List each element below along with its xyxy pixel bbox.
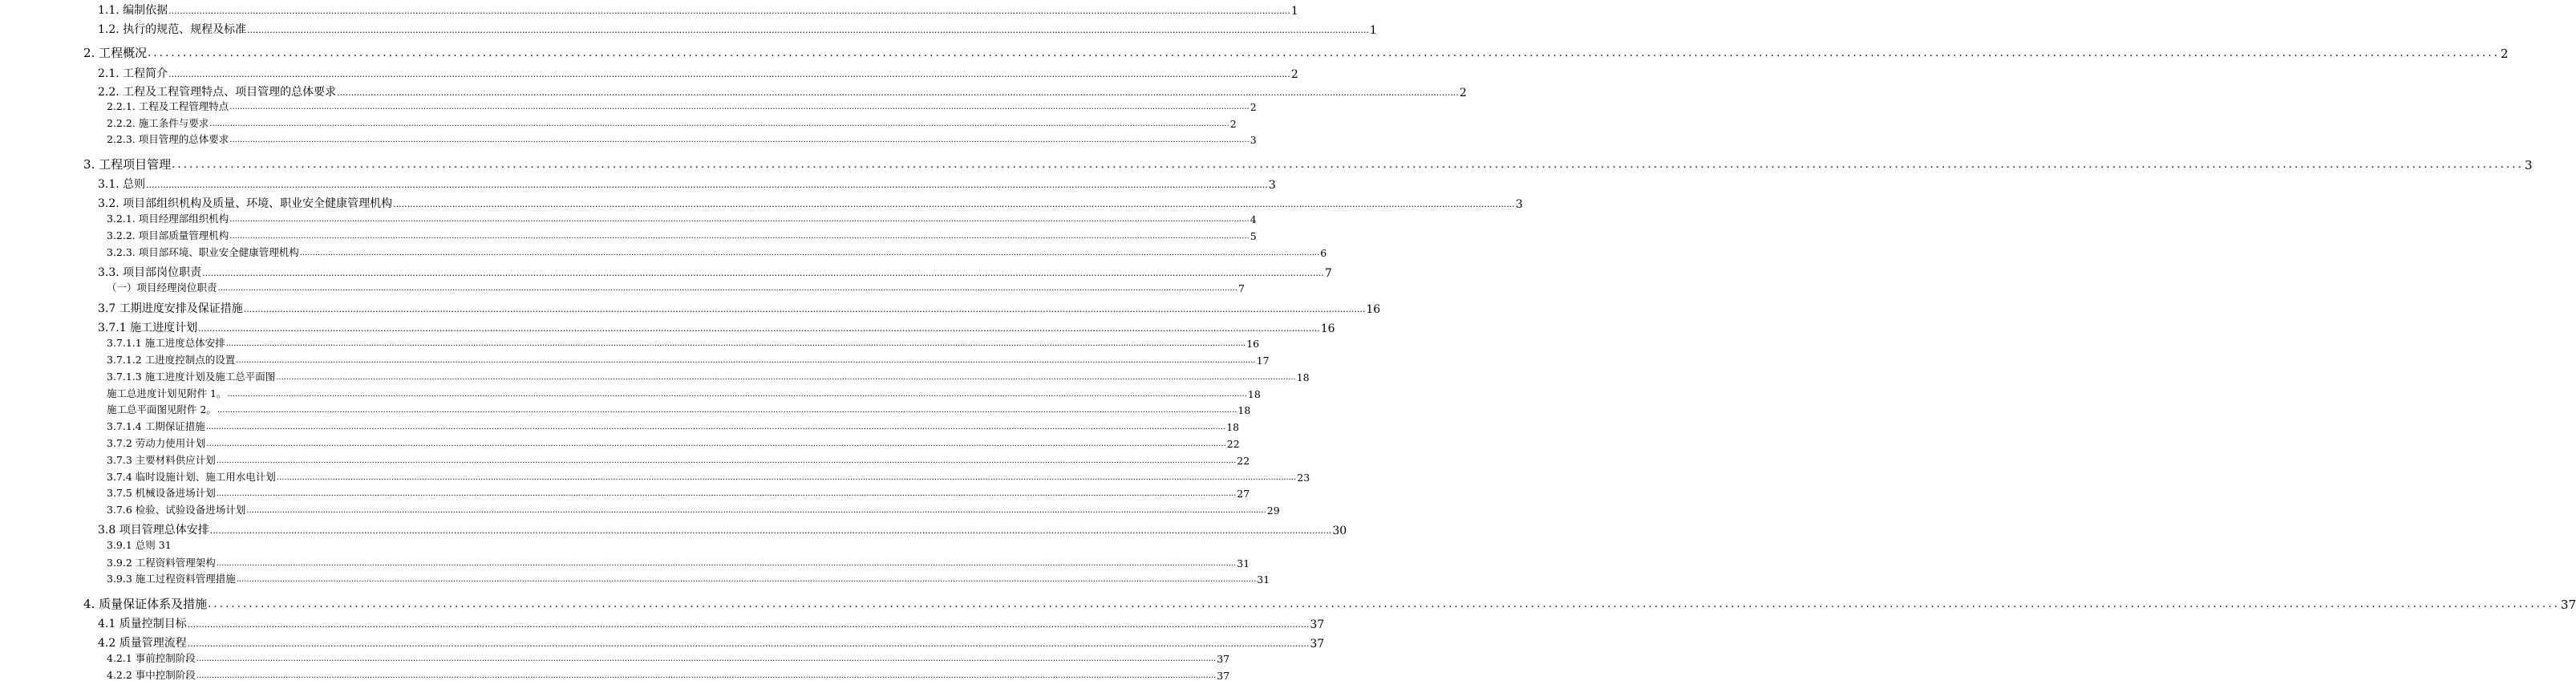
toc-entry-title: 3.7.1.4 工期保证措施 <box>107 420 205 432</box>
toc-entry-page: 17 <box>1256 355 1270 367</box>
toc-dot-leader: ................................................................................................................................................................................................................................................................................................................................................................................................................ <box>196 654 1217 663</box>
toc-entry-title: 3. 工程项目管理 <box>83 157 172 172</box>
toc-dot-leader: ................................................................................................................................................................................................................................................................................................................................................................................................................ <box>229 215 1250 224</box>
toc-entry-title: 3.7.5 机械设备进场计划 <box>107 487 216 499</box>
toc-entry-page: 18 <box>1247 388 1261 400</box>
toc-entry-title: 3.7.2 劳动力使用计划 <box>107 437 206 449</box>
toc-entry-title: 2.2.3. 项目管理的总体要求 <box>107 133 229 145</box>
toc-dot-leader: ................................................................................................................................................................................................................................................................................................................................................................................................................ <box>208 598 2561 610</box>
toc-dot-leader: ................................................................................................................................................................................................................................................................................................................................................................................................................ <box>229 103 1250 111</box>
toc-dot-leader: ................................................................................................................................................................................................................................................................................................................................................................................................................ <box>299 249 1320 257</box>
toc-entry[interactable] <box>107 228 1257 242</box>
toc-entry-title: 3.7.4 临时设施计划、施工用水电计划 <box>107 471 276 483</box>
toc-entry-page: 2 <box>1229 118 1237 130</box>
toc-entry[interactable] <box>107 436 1240 450</box>
toc-entry-page: 37 <box>1217 670 1230 682</box>
toc-dot-leader: ................................................................................................................................................................................................................................................................................................................................................................................................................ <box>227 390 1247 399</box>
toc-entry[interactable] <box>107 211 1257 225</box>
toc-entry-page: 3 <box>1515 198 1523 211</box>
toc-entry-title: 2.2. 工程及工程管理特点、项目管理的总体要求 <box>98 86 337 99</box>
toc-dot-leader: ................................................................................................................................................................................................................................................................................................................................................................................................................ <box>217 284 1237 293</box>
toc-entry[interactable] <box>107 386 1261 400</box>
toc-entry-page: 1 <box>1369 24 1377 37</box>
toc-entry-page: 16 <box>1246 338 1260 350</box>
toc-entry-title: 4.2.2 事中控制阶段 <box>107 669 196 681</box>
toc-entry-page: 7 <box>1324 267 1332 280</box>
toc-entry-title: 3.1. 总则 <box>98 178 146 191</box>
toc-dot-leader: ................................................................................................................................................................................................................................................................................................................................................................................................................ <box>225 339 1246 348</box>
toc-dot-leader: ................................................................................................................................................................................................................................................................................................................................................................................................................ <box>168 6 1290 16</box>
toc-entry-page: 27 <box>1237 488 1250 500</box>
toc-dot-leader: ................................................................................................................................................................................................................................................................................................................................................................................................................ <box>148 47 2501 59</box>
toc-entry[interactable] <box>107 485 1250 500</box>
toc-dot-leader: ................................................................................................................................................................................................................................................................................................................................................................................................................ <box>198 323 1320 334</box>
toc-dot-leader: ................................................................................................................................................................................................................................................................................................................................................................................................................ <box>196 671 1217 680</box>
toc-entry-title: 3.3. 项目部岗位职责 <box>98 266 202 279</box>
toc-entry-page: 37 <box>2561 598 2576 612</box>
toc-dot-leader: ................................................................................................................................................................................................................................................................................................................................................................................................................ <box>205 423 1226 432</box>
toc-entry-page: 22 <box>1237 455 1250 467</box>
toc-entry-title: 4.2.1 事前控制阶段 <box>107 652 196 664</box>
toc-entry[interactable] <box>107 502 1280 517</box>
toc-dot-leader: ................................................................................................................................................................................................................................................................................................................................................................................................................ <box>393 199 1515 209</box>
toc-entry[interactable] <box>83 156 2533 172</box>
toc-dot-leader: ................................................................................................................................................................................................................................................................................................................................................................................................................ <box>216 456 1237 465</box>
toc-entry[interactable] <box>107 352 1270 367</box>
toc-entry-page: 3 <box>2525 158 2533 172</box>
toc-entry-title: 3.7.1 施工进度计划 <box>98 322 198 334</box>
toc-entry[interactable] <box>98 300 1381 316</box>
toc-dot-leader: ................................................................................................................................................................................................................................................................................................................................................................................................................ <box>168 69 1290 79</box>
toc-entry-page: 31 <box>1237 557 1250 569</box>
toc-entry[interactable] <box>107 469 1310 484</box>
toc-entry-title: 4. 质量保证体系及措施 <box>83 597 208 611</box>
toc-entry-page: 37 <box>1310 618 1325 631</box>
toc-dot-leader: ................................................................................................................................................................................................................................................................................................................................................................................................................ <box>337 87 1459 98</box>
toc-entry-page: 23 <box>1297 472 1310 484</box>
toc-entry-title: 3.7.1.2 工进度控制点的设置 <box>107 354 236 366</box>
toc-entry-title: 3.7.1.3 施工进度计划及施工总平面图 <box>107 371 276 383</box>
toc-entry[interactable] <box>107 335 1260 350</box>
toc-entry-page: 2 <box>1459 87 1467 99</box>
toc-dot-leader: ................................................................................................................................................................................................................................................................................................................................................................................................................ <box>209 120 1229 128</box>
toc-entry[interactable] <box>98 264 1332 280</box>
toc-entry[interactable] <box>107 280 1245 294</box>
toc-entry-title: 施工总进度计划见附件 1。 <box>107 387 227 399</box>
toc-dot-leader: ................................................................................................................................................................................................................................................................................................................................................................................................................ <box>229 232 1250 241</box>
toc-dot-leader: ................................................................................................................................................................................................................................................................................................................................................................................................................ <box>236 356 1256 365</box>
toc-dot-leader: ................................................................................................................................................................................................................................................................................................................................................................................................................ <box>202 268 1324 278</box>
toc-entry-page: 6 <box>1320 247 1327 259</box>
toc-entry-page: 2 <box>1290 68 1298 81</box>
toc-entry[interactable] <box>107 402 1251 416</box>
toc-entry[interactable] <box>107 537 553 552</box>
toc-entry[interactable] <box>98 319 1335 335</box>
toc-entry-page: 3 <box>1250 134 1257 146</box>
toc-dot-leader: ................................................................................................................................................................................................................................................................................................................................................................................................................ <box>216 489 1237 498</box>
toc-dot-leader: ................................................................................................................................................................................................................................................................................................................................................................................................................ <box>206 440 1226 448</box>
toc-entry-page: 37 <box>1310 638 1325 650</box>
toc-entry[interactable] <box>107 555 1250 569</box>
toc-entry-page: 18 <box>1237 404 1251 416</box>
toc-entry-title: 3.9.2 工程资料管理架构 <box>107 557 216 569</box>
toc-entry-title: 2.2.2. 施工条件与要求 <box>107 117 209 129</box>
toc-entry[interactable] <box>107 245 1327 259</box>
toc-entry[interactable] <box>107 116 1237 130</box>
toc-entry-page: 30 <box>1332 525 1347 537</box>
toc-entry-title: 4.1 质量控制目标 <box>98 618 187 630</box>
toc-entry-page: 5 <box>1250 230 1257 242</box>
toc-entry[interactable] <box>107 571 1270 586</box>
toc-entry[interactable] <box>98 21 1377 37</box>
toc-entry-page: 16 <box>1320 322 1335 335</box>
toc-entry[interactable] <box>107 419 1240 433</box>
toc-entry-title: 3.2.3. 项目部环境、职业安全健康管理机构 <box>107 246 299 258</box>
toc-dot-leader: ................................................................................................................................................................................................................................................................................................................................................................................................................ <box>276 373 1296 382</box>
toc-entry-title: 2.1. 工程简介 <box>98 67 168 80</box>
toc-entry-title: 3.7.1.1 施工进度总体安排 <box>107 337 225 349</box>
toc-entry[interactable] <box>98 195 1523 211</box>
toc-dot-leader: ................................................................................................................................................................................................................................................................................................................................................................................................................ <box>216 559 1237 568</box>
toc-entry-title: 3.2.2. 项目部质量管理机构 <box>107 229 229 241</box>
toc-entry-title: 2.2.1. 工程及工程管理特点 <box>107 100 229 112</box>
toc-entry-title: 3.8 项目管理总体安排 <box>98 524 209 537</box>
toc-entry[interactable] <box>98 65 1298 81</box>
toc-entry-page: 1 <box>1290 5 1298 18</box>
toc-entry[interactable] <box>107 99 1257 113</box>
toc-entry[interactable] <box>107 667 1230 682</box>
toc-dot-leader: ................................................................................................................................................................................................................................................................................................................................................................................................................ <box>229 136 1250 144</box>
toc-entry-page: 18 <box>1226 421 1240 433</box>
toc-dot-leader: ................................................................................................................................................................................................................................................................................................................................................................................................................ <box>236 575 1257 584</box>
toc-entry[interactable] <box>98 176 1276 192</box>
toc-dot-leader: ................................................................................................................................................................................................................................................................................................................................................................................................................ <box>247 25 1369 35</box>
toc-entry[interactable] <box>107 452 1250 467</box>
toc-entry-page: 37 <box>1217 653 1230 665</box>
toc-entry-page: 22 <box>1226 438 1240 450</box>
toc-entry-page: 16 <box>1366 303 1381 316</box>
toc-entry-title: （一）项目经理岗位职责 <box>107 282 217 294</box>
toc-entry-title: 1.2. 执行的规范、规程及标准 <box>98 23 247 36</box>
toc-entry-page: 7 <box>1238 282 1245 294</box>
toc-entry-title: 3.7.6 检验、试验设备进场计划 <box>107 504 246 516</box>
toc-entry[interactable] <box>98 634 1325 650</box>
toc-dot-leader: ................................................................................................................................................................................................................................................................................................................................................................................................................ <box>276 473 1297 482</box>
toc-entry-title: 2. 工程概况 <box>83 46 148 60</box>
toc-entry[interactable] <box>98 521 1347 537</box>
toc-dot-leader: ................................................................................................................................................................................................................................................................................................................................................................................................................ <box>172 159 2525 171</box>
toc-entry[interactable] <box>98 2 1298 18</box>
toc-entry-page: 18 <box>1296 371 1310 383</box>
toc-dot-leader: ................................................................................................................................................................................................................................................................................................................................................................................................................ <box>243 304 1366 314</box>
toc-entry-title: 施工总平面图见附件 2。 <box>107 403 217 415</box>
toc-dot-leader: ................................................................................................................................................................................................................................................................................................................................................................................................................ <box>187 619 1310 630</box>
toc-entry[interactable] <box>83 595 2576 612</box>
toc-dot-leader: ................................................................................................................................................................................................................................................................................................................................................................................................................ <box>246 506 1266 515</box>
toc-entry-title: 3.9.3 施工过程资料管理措施 <box>107 573 236 585</box>
toc-entry[interactable] <box>107 650 1230 665</box>
toc-entry[interactable] <box>107 132 1257 146</box>
toc-dot-leader: ................................................................................................................................................................................................................................................................................................................................................................................................................ <box>187 638 1310 649</box>
toc-entry-page: 29 <box>1266 505 1280 517</box>
toc-entry-page: 2 <box>2501 47 2509 61</box>
toc-entry-page: 31 <box>1257 573 1270 586</box>
toc-entry-title: 3.7.3 主要材料供应计划 <box>107 454 216 466</box>
toc-entry[interactable] <box>98 83 1467 99</box>
toc-dot-leader: ................................................................................................................................................................................................................................................................................................................................................................................................................ <box>217 406 1237 415</box>
toc-dot-leader: ................................................................................................................................................................................................................................................................................................................................................................................................................ <box>146 180 1268 190</box>
toc-entry-title: 3.9.1 总则 31 <box>107 539 172 551</box>
toc-entry-title: 4.2 质量管理流程 <box>98 637 187 650</box>
toc-entry-page: 2 <box>1250 101 1257 113</box>
toc-entry-title: 3.7 工期进度安排及保证措施 <box>98 302 243 315</box>
toc-entry-title: 3.2.1. 项目经理部组织机构 <box>107 213 229 225</box>
toc-entry-title: 1.1. 编制依据 <box>98 4 168 17</box>
toc-entry[interactable] <box>98 615 1325 631</box>
toc-entry-title: 3.2. 项目部组织机构及质量、环境、职业安全健康管理机构 <box>98 197 393 210</box>
toc-entry-page: 3 <box>1268 179 1276 192</box>
toc-dot-leader: ................................................................................................................................................................................................................................................................................................................................................................................................................ <box>209 525 1332 536</box>
toc-entry[interactable] <box>107 369 1310 383</box>
toc-entry[interactable] <box>83 44 2509 61</box>
toc-entry-page: 4 <box>1250 213 1257 225</box>
